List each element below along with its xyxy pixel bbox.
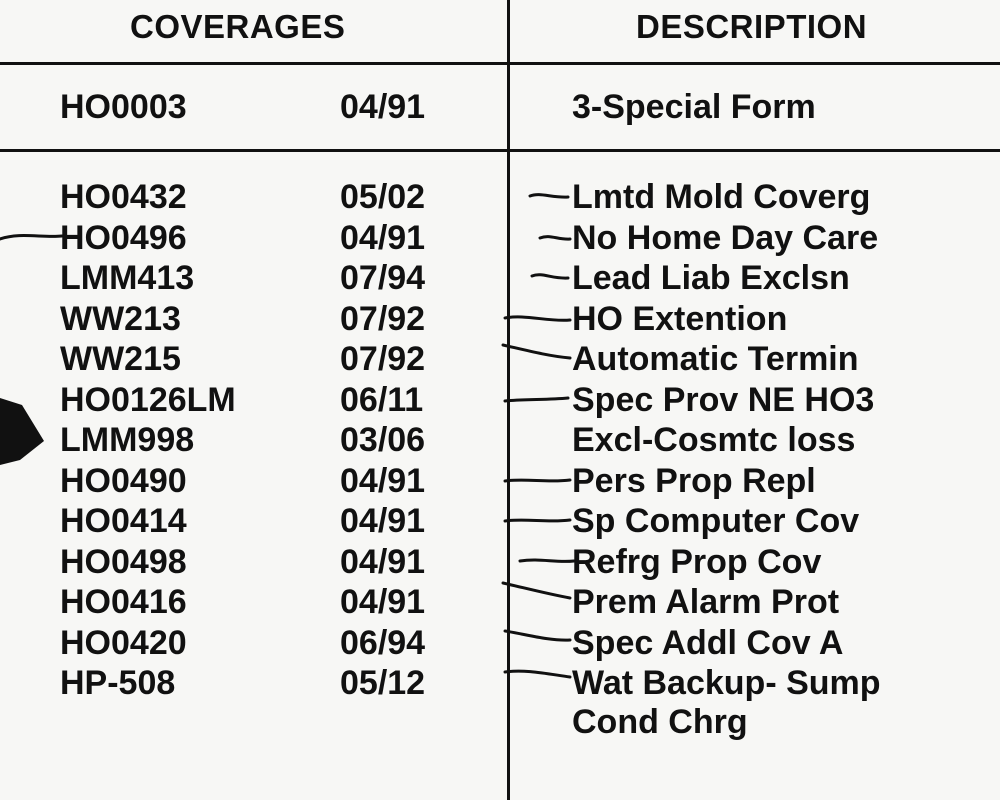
coverage-description: Lead Liab Exclsn xyxy=(572,259,850,297)
section-divider xyxy=(0,149,1000,152)
coverage-code: HO0420 xyxy=(60,623,187,662)
endorsement-list xyxy=(0,178,1000,705)
coverage-date: 06/94 xyxy=(340,623,426,662)
coverage-code: HO0003 xyxy=(60,88,187,126)
table-row xyxy=(0,340,1000,381)
coverage-code: HO0416 xyxy=(60,583,187,621)
table-row xyxy=(0,664,1000,705)
coverage-code: HO0432 xyxy=(60,178,187,216)
coverage-description: Sp Computer Cov xyxy=(572,502,860,540)
coverage-code: HO0498 xyxy=(60,542,187,581)
coverage-description: Automatic Termin xyxy=(572,340,859,378)
description-continuation: Cond Chrg xyxy=(572,703,748,741)
coverage-description: No Home Day Care xyxy=(572,218,879,257)
description-header: DESCRIPTION xyxy=(636,8,868,45)
coverage-date: 03/06 xyxy=(340,421,426,459)
coverage-date: 04/91 xyxy=(340,542,426,581)
coverage-code: HO0496 xyxy=(60,218,187,257)
coverage-description: Spec Addl Cov A xyxy=(572,623,844,662)
table-row xyxy=(0,583,1000,624)
coverage-date: 07/92 xyxy=(340,340,426,378)
coverage-date: 04/91 xyxy=(340,461,426,500)
coverage-description: Prem Alarm Prot xyxy=(572,583,840,621)
coverage-code: HO0414 xyxy=(60,502,187,540)
coverage-date: 04/91 xyxy=(340,502,426,540)
coverage-date: 07/92 xyxy=(340,299,426,338)
table-row xyxy=(0,543,1000,584)
coverage-description: HO Extention xyxy=(572,299,788,338)
coverage-description: 3-Special Form xyxy=(572,88,816,126)
coverage-description: Spec Prov NE HO3 xyxy=(572,380,875,419)
coverage-date: 06/11 xyxy=(340,380,424,419)
table-row xyxy=(0,381,1000,422)
table-row xyxy=(0,502,1000,543)
coverage-description: Refrg Prop Cov xyxy=(572,542,822,581)
coverage-code: HO0126LM xyxy=(60,380,236,419)
coverage-code: HP-508 xyxy=(60,664,176,702)
coverage-date: 05/02 xyxy=(340,178,426,216)
coverage-code: LMM413 xyxy=(60,259,195,297)
table-row xyxy=(0,259,1000,300)
coverage-date: 07/94 xyxy=(340,259,426,297)
coverage-date: 04/91 xyxy=(340,88,426,126)
table-row xyxy=(0,300,1000,341)
coverage-code: WW215 xyxy=(60,340,181,378)
coverages-header: COVERAGES xyxy=(130,8,346,45)
coverage-code: LMM998 xyxy=(60,421,195,459)
coverage-description: Lmtd Mold Coverg xyxy=(572,178,871,216)
coverage-description: Excl-Cosmtc loss xyxy=(572,421,856,459)
main-coverage-row xyxy=(0,88,1000,132)
coverage-date: 05/12 xyxy=(340,664,426,702)
coverage-date: 04/91 xyxy=(340,583,426,621)
coverage-code: HO0490 xyxy=(60,461,187,500)
header-divider xyxy=(0,62,1000,65)
coverage-description: Pers Prop Repl xyxy=(572,461,816,500)
table-row xyxy=(0,421,1000,462)
table-row xyxy=(0,624,1000,665)
coverage-date: 04/91 xyxy=(340,218,426,257)
coverage-code: WW213 xyxy=(60,299,181,338)
table-row xyxy=(0,219,1000,260)
coverage-description: Wat Backup- Sump xyxy=(572,664,881,702)
table-row xyxy=(0,462,1000,503)
table-row xyxy=(0,178,1000,219)
